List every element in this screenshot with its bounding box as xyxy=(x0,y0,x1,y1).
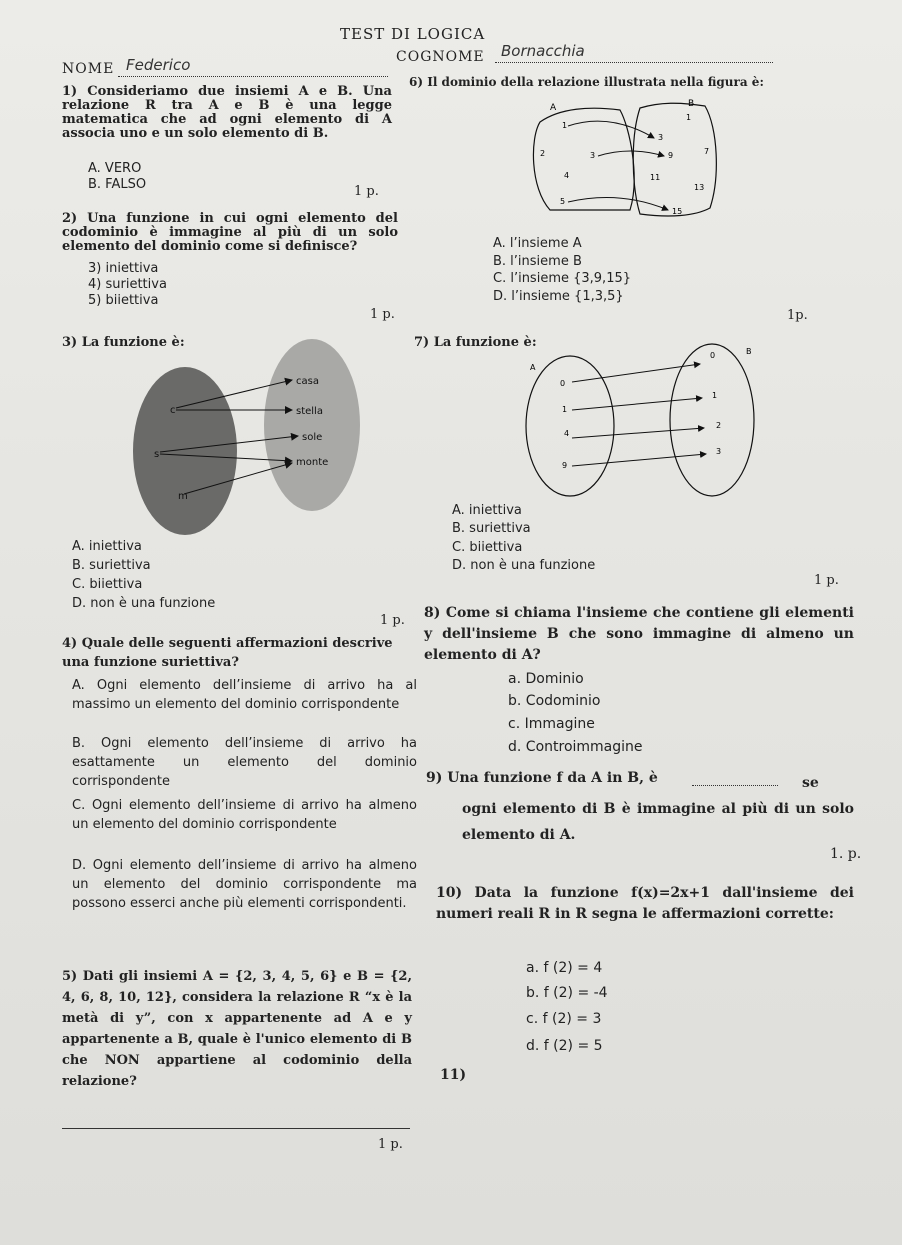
q3-title: 3) La funzione è: xyxy=(62,335,185,350)
q6-domain-1: 1 xyxy=(562,121,568,130)
q7-codomain-3: 3 xyxy=(716,447,722,456)
q3-codomain-casa: casa xyxy=(296,376,319,387)
q7-domain-0: 0 xyxy=(560,379,566,388)
cognome-value: Bornacchia xyxy=(501,42,585,60)
q3-points: 1 p. xyxy=(380,613,405,628)
cognome-label: COGNOME xyxy=(396,49,485,65)
q2-option-1[interactable]: 3) iniettiva xyxy=(88,261,159,276)
q5-text: 5) Dati gli insiemi A = {2, 3, 4, 5, 6} e B = {2, 4, 6, 8, 10, 12}, considera la relazione R “x è la metà di y”, con x appartenente ad A e y appartenente a B, quale è l'unico elemento di B che NON appartiene al codominio della relazione? xyxy=(62,969,412,1089)
q7-points: 1 p. xyxy=(814,573,839,588)
q6-title: 6) Il dominio della relazione illustrata nella figura è: xyxy=(409,75,764,89)
q5-answer-line[interactable] xyxy=(62,1128,410,1129)
q5-points: 1 p. xyxy=(378,1137,403,1152)
q7-arrow-4-2 xyxy=(572,428,704,438)
q7-set-b-label: B xyxy=(746,347,752,356)
q9-text-before: 9) Una funzione f da A in B, è xyxy=(426,770,658,786)
q7-domain-1: 1 xyxy=(562,405,568,414)
q7-diagram xyxy=(520,340,760,500)
q3-domain-c: c xyxy=(170,405,176,416)
q3-option-a[interactable]: A. iniettiva xyxy=(72,539,142,554)
q9-points: 1. p. xyxy=(830,846,862,862)
q6-points: 1p. xyxy=(787,308,808,323)
q7-arrow-0-0 xyxy=(572,364,700,382)
q4-title: 4) Quale delle seguenti affermazioni descrive una funzione suriettiva? xyxy=(62,636,393,670)
q6-option-d[interactable]: D. l’insieme {1,3,5} xyxy=(493,289,624,304)
q2-option-2[interactable]: 4) suriettiva xyxy=(88,277,167,292)
q8-option-a[interactable]: a. Dominio xyxy=(508,671,584,687)
q2-points: 1 p. xyxy=(370,307,395,322)
q8-option-b[interactable]: b. Codominio xyxy=(508,693,601,709)
q9-text-after: se ogni elemento di B è immagine al più di un solo elemento di A. xyxy=(462,775,854,843)
q2-option-3[interactable]: 5) biiettiva xyxy=(88,293,159,308)
q6-codomain-15: 15 xyxy=(672,207,683,216)
q6-codomain-11: 11 xyxy=(650,173,661,182)
q3-codomain-sole: sole xyxy=(302,432,323,443)
q6-codomain-3: 3 xyxy=(658,133,664,142)
nome-label: NOME xyxy=(62,61,115,77)
q3-option-b[interactable]: B. suriettiva xyxy=(72,558,151,573)
q10-text: 10) Data la funzione f(x)=2x+1 dall'insieme dei numeri reali R in R segna le affermazioni corrette: xyxy=(436,885,854,922)
q6-domain-4: 4 xyxy=(564,171,570,180)
q3-codomain-set xyxy=(264,339,360,511)
q7-set-a xyxy=(526,356,614,496)
q6-arrow-1-3 xyxy=(568,121,654,138)
q6-option-c[interactable]: C. l’insieme {3,9,15} xyxy=(493,271,632,286)
cognome-field[interactable] xyxy=(495,42,773,63)
q7-option-a[interactable]: A. iniettiva xyxy=(452,503,522,518)
q1-text: 1) Consideriamo due insiemi A e B. Una relazione R tra A e B è una legge matematica che ad ogni elemento di A associa uno e un solo elemento di B. xyxy=(62,84,392,141)
q6-domain-5: 5 xyxy=(560,197,566,206)
nome-field[interactable] xyxy=(118,56,388,77)
q7-domain-9: 9 xyxy=(562,461,568,470)
q6-set-a-label: A xyxy=(550,103,557,113)
q1-points: 1 p. xyxy=(354,184,379,199)
q7-codomain-2: 2 xyxy=(716,421,722,430)
q6-arrow-3-9 xyxy=(598,151,664,156)
q10-option-b[interactable]: b. f (2) = -4 xyxy=(526,985,608,1001)
q1-option-a[interactable]: A. VERO xyxy=(88,161,142,176)
q8-option-c[interactable]: c. Immagine xyxy=(508,716,595,732)
q7-arrow-1-1 xyxy=(572,398,702,410)
q6-domain-2: 2 xyxy=(540,149,546,158)
q7-arrow-9-3 xyxy=(572,454,706,466)
q3-domain-m: m xyxy=(178,491,188,502)
q7-domain-4: 4 xyxy=(564,429,570,438)
nome-value: Federico xyxy=(126,56,191,74)
q6-codomain-7: 7 xyxy=(704,147,710,156)
q6-diagram xyxy=(520,98,730,224)
q4-option-a[interactable]: A. Ogni elemento dell’insieme di arrivo ha al massimo un elemento del dominio corrispondente xyxy=(72,678,417,712)
q1-option-b[interactable]: B. FALSO xyxy=(88,177,147,192)
q3-option-d[interactable]: D. non è una funzione xyxy=(72,596,216,611)
q2-text: 2) Una funzione in cui ogni elemento del codominio è immagine al più di un solo elemento del dominio come si definisce? xyxy=(62,211,398,254)
q8-option-d[interactable]: d. Controimmagine xyxy=(508,739,643,755)
q4-option-c[interactable]: C. Ogni elemento dell’insieme di arrivo ha almeno un elemento del dominio corrispondente xyxy=(72,798,417,832)
q6-arrow-5-15 xyxy=(568,198,668,211)
q3-domain-set xyxy=(133,367,237,535)
q6-option-b[interactable]: B. l’insieme B xyxy=(493,254,582,269)
q6-domain-3: 3 xyxy=(590,151,596,160)
q6-codomain-13: 13 xyxy=(694,183,705,192)
q3-codomain-monte: monte xyxy=(296,457,329,468)
q7-codomain-1: 1 xyxy=(712,391,718,400)
q3-option-c[interactable]: C. biiettiva xyxy=(72,577,143,592)
q3-diagram xyxy=(120,336,370,536)
q7-title: 7) La funzione è: xyxy=(414,335,537,350)
q6-codomain-9: 9 xyxy=(668,151,674,160)
q10-option-d[interactable]: d. f (2) = 5 xyxy=(526,1038,603,1054)
q10-option-a[interactable]: a. f (2) = 4 xyxy=(526,960,603,976)
q3-domain-s: s xyxy=(154,449,160,460)
q7-codomain-0: 0 xyxy=(710,351,716,360)
q6-option-a[interactable]: A. l’insieme A xyxy=(493,236,582,251)
q6-set-b xyxy=(633,103,716,216)
q4-option-d[interactable]: D. Ogni elemento dell’insieme di arrivo ha almeno un elemento del dominio corrispondente ma possono esserci anche più elementi corrispondenti. xyxy=(72,858,417,911)
q10-option-c[interactable]: c. f (2) = 3 xyxy=(526,1011,602,1027)
q7-option-b[interactable]: B. suriettiva xyxy=(452,521,531,536)
q11-label: 11) xyxy=(440,1067,467,1083)
q3-codomain-stella: stella xyxy=(296,406,323,417)
q6-set-b-label: B xyxy=(688,99,695,109)
q7-option-d[interactable]: D. non è una funzione xyxy=(452,558,596,573)
q4-option-b[interactable]: B. Ogni elemento dell’insieme di arrivo ha esattamente un elemento del dominio corrispondente xyxy=(72,736,417,789)
q8-text: 8) Come si chiama l'insieme che contiene gli elementi y dell'insieme B che sono immagine di almeno un elemento di A? xyxy=(424,605,854,663)
page-title: TEST DI LOGICA xyxy=(340,25,486,43)
q6-codomain-1: 1 xyxy=(686,113,692,122)
q7-option-c[interactable]: C. biiettiva xyxy=(452,540,523,555)
q7-set-a-label: A xyxy=(530,363,536,372)
